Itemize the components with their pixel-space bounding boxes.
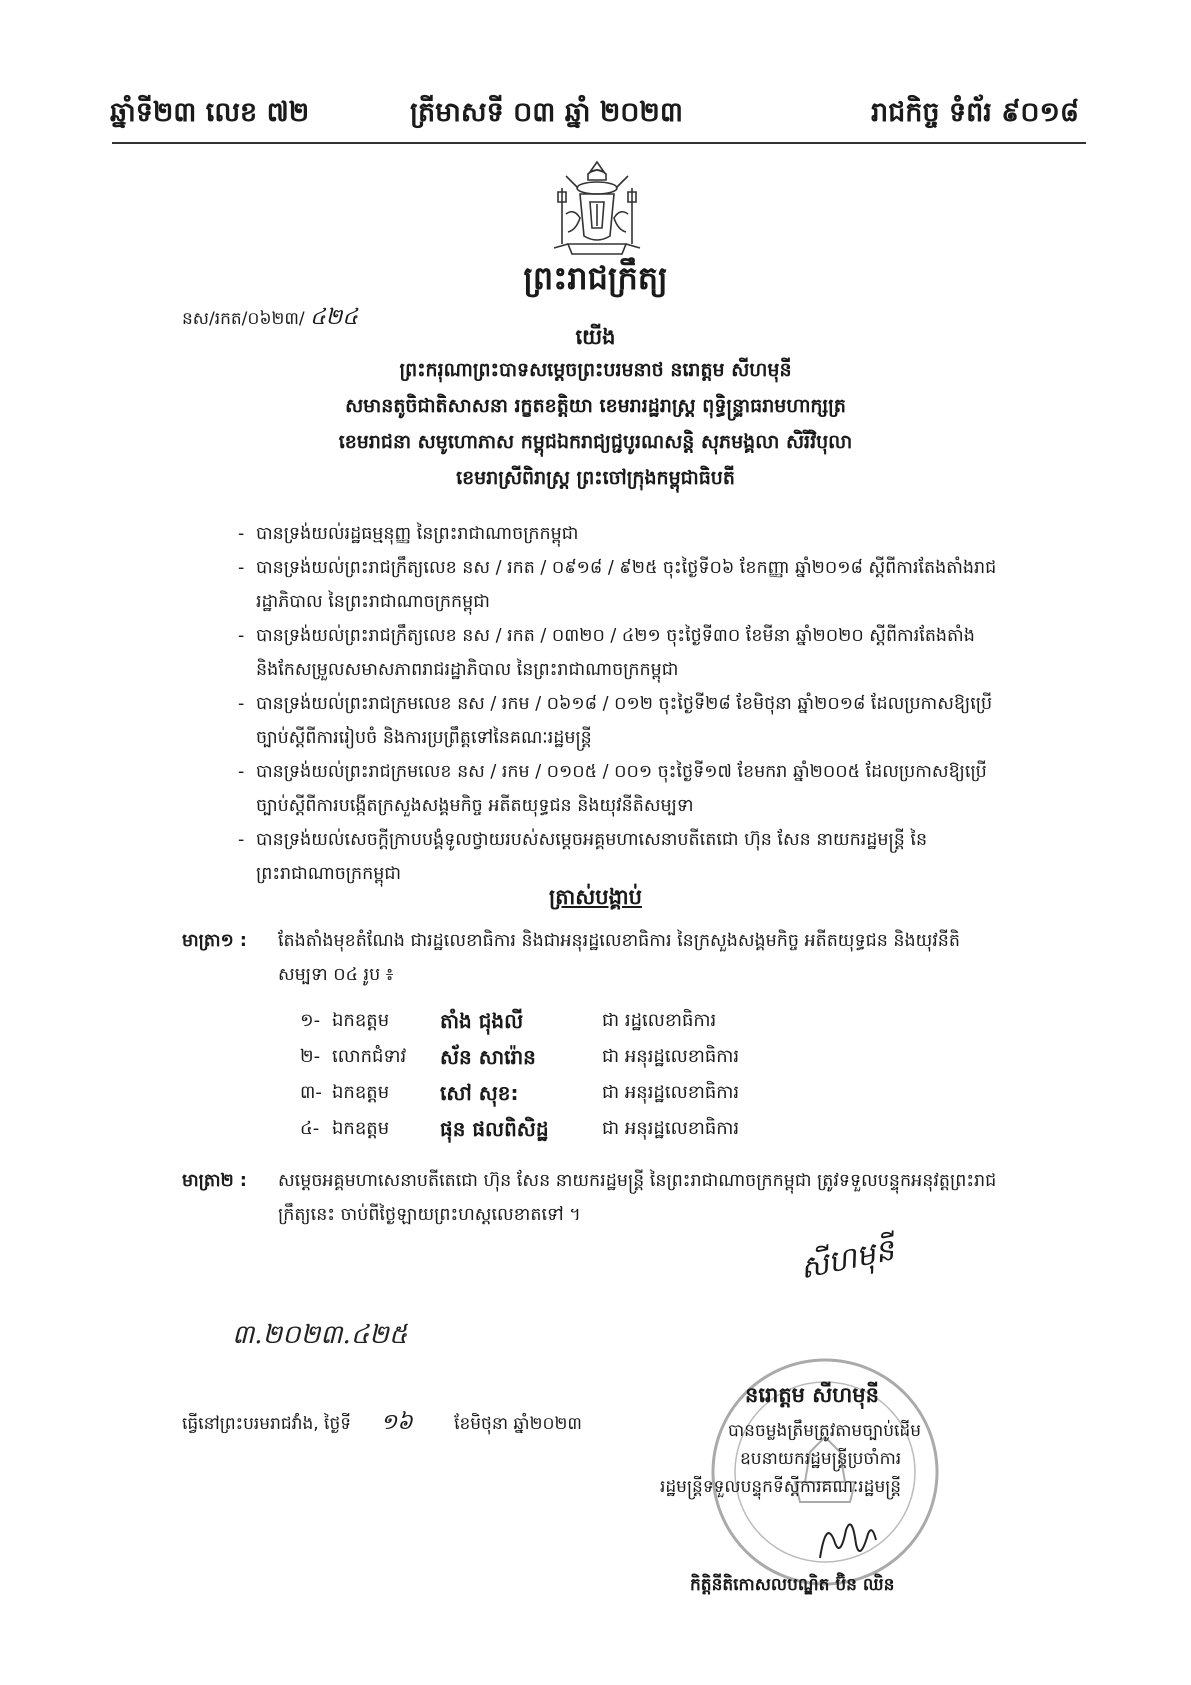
- article-1-text: តែងតាំងមុខតំណែង ជារដ្ឋលេខាធិការ និងជាអនុរដ្ឋលេខាធិការ នៃក្រសួងសង្គមកិច្ច អតីតយុទ្ធជន និងយុវនីតិសម្បទា ០៤ រូប ៖: [278, 931, 961, 985]
- royal-title-line-2: សមានតូចិជាតិសាសនា រក្ខតខត្តិយា ខេមរារដ្ឋរាស្ត្រ ពុទ្ធិន្ទ្រាធរាមហាក្សត្រ: [345, 395, 846, 417]
- countersign-name: កិត្តិនីតិកោសលបណ្ឌិត ប៊ិន ឈិន: [690, 1575, 895, 1595]
- reference-number-text: នស/រកត/០៦២៣/: [182, 309, 305, 329]
- preamble-item: - បានទ្រង់យល់ព្រះរាជក្រឹត្យលេខ នស / រកត / ០៩១៨ / ៩២៥ ចុះថ្ងៃទី០៦ ខែកញ្ញា ឆ្នាំ២០១៨ ស្តីពីការតែងតាំងរាជរដ្ឋាភិបាល នៃព្រះរាជាណាចក្រកម្ពុជា: [238, 558, 997, 612]
- registration-number-handwritten: ៣.២០២៣.៤២៥: [232, 1320, 408, 1350]
- preamble-item: - បានទ្រង់យល់ព្រះរាជក្រឹត្យលេខ នស / រកត / ០៣២០ / ៤២១ ចុះថ្ងៃទី៣០ ខែមីនា ឆ្នាំ២០២០ ស្តីពីការតែងតាំង និងកែសម្រួលសមាសភាពរាជរដ្ឋាភិបាល នៃព្រះរាជាណាចក្រកម្ពុជា: [238, 626, 975, 680]
- issued-prefix: ធ្វើនៅព្រះបរមរាជវាំង, ថ្ងៃទី: [182, 1414, 352, 1434]
- royal-title-line-1: ព្រះករុណាព្រះបាទសម្តេចព្រះបរមនាថ នរោត្តម សីហមុនី: [399, 359, 792, 381]
- document-title: ព្រះរាជក្រឹត្យ: [523, 259, 668, 297]
- article-1-label: មាត្រា១ :: [182, 931, 247, 951]
- preamble-item: - បានទ្រង់យល់ព្រះរាជក្រមលេខ នស / រកម / ០៦១៨ / ០១២ ចុះថ្ងៃទី២៨ ខែមិថុនា ឆ្នាំ២០១៨ ដែលប្រកាសឱ្យប្រើច្បាប់ស្តីពីការរៀបចំ និងការប្រព្រឹត្តទៅនៃគណៈរដ្ឋមន្ត្រី: [238, 694, 993, 748]
- royal-title-line-4: ខេមរាស្រីពិរាស្ត្រ ព្រះចៅក្រុងកម្ពុជាធិបតី: [456, 467, 735, 489]
- gazette-year-issue: ឆ្នាំទី២៣ លេខ ៧២: [110, 97, 310, 128]
- preamble-item: - បានទ្រង់យល់សេចក្តីក្រាបបង្គំទូលថ្វាយរបស់សម្តេចអគ្គមហាសេនាបតីតេជោ ហ៊ុន សែន នាយករដ្ឋមន្ត្រី នៃព្រះរាជាណាចក្រកម្ពុជា: [238, 830, 928, 884]
- gazette-quarter: ត្រីមាសទី ០៣ ឆ្នាំ ២០២៣: [410, 97, 683, 128]
- decree-page: ឆ្នាំទី២៣ លេខ ៧២ ត្រីមាសទី ០៣ ឆ្នាំ ២០២៣ រាជកិច្ច ទំព័រ ៩០១៨ ព្រះរាជក្រឹត្យ នស/រកត/០៦២៣/ ៤២៤ យើង ព្រះករុណាព្រះបាទសម្តេចព្រះបរមនាថ នរោត្តម សីហមុនី សមានតូចិជាតិសាសនា រក្ខតខត្តិយា ខេមរារដ្ឋរាស្ត្រ ពុទ្ធិន្ទ្រាធរាមហាក្សត្រ ខេមរាជនា សមូហោភាស កម្ពុជឯករាជ្យជ្ជបូរណសន្តិ សុភមង្គលា សិរីវិបុលា ខេមរាស្រីពិរាស្ត្រ ព្រះចៅក្រុងកម្ពុជាធិបតី - បានទ្រង់យល់រដ្ឋធម្មនុញ្ញ នៃព្រះរាជាណាចក្រកម្ពុជា - បានទ្រង់យល់ព្រះរាជក្រឹត្យលេខ នស / រកត / ០៩១៨ / ៩២៥ ចុះថ្ងៃទី០៦ ខែកញ្ញា ឆ្នាំ២០១៨ ស្តីពីការតែងតាំងរាជរដ្ឋាភិបាល នៃព្រះរាជាណាចក្រកម្ពុជា - បានទ្រង់យល់ព្រះរាជក្រឹត្យលេខ នស / រកត / ០៣២០ / ៤២១ ចុះថ្ងៃទី៣០ ខែមីនា ឆ្នាំ២០២០ ស្តីពីការតែងតាំង និងកែសម្រួលសមាសភាពរាជរដ្ឋាភិបាល នៃព្រះរាជាណាចក្រកម្ពុជា - បានទ្រង់យល់ព្រះរាជក្រមលេខ នស / រកម / ០៦១៨ / ០១២ ចុះថ្ងៃទី២៨ ខែមិថុនា ឆ្នាំ២០១៨ ដែលប្រកាសឱ្យប្រើច្បាប់ស្តីពីការរៀបចំ និងការប្រព្រឹត្តទៅនៃគណៈរដ្ឋមន្ត្រី - បានទ្រង់យល់ព្រះរាជក្រមលេខ នស / រកម / ០១០៥ / ០០១ ចុះថ្ងៃទី១៧ ខែមករា ឆ្នាំ២០០៥ ដែលប្រកាសឱ្យប្រើច្បាប់ស្តីពីការបង្កើតក្រសួងសង្គមកិច្ច អតីតយុទ្ធជន និងយុវនីតិសម្បទា - បានទ្រង់យល់សេចក្តីក្រាបបង្គំទូលថ្វាយរបស់សម្តេចអគ្គមហាសេនាបតីតេជោ ហ៊ុន សែន នាយករដ្ឋមន្ត្រី នៃព្រះរាជាណាចក្រកម្ពុជា ត្រាស់បង្គាប់ មាត្រា១ : តែងតាំងមុខតំណែង ជារដ្ឋលេខាធិការ និងជាអនុរដ្ឋលេខាធិការ នៃក្រសួងសង្គមកិច្ច អតីតយុទ្ធជន និងយុវនីតិសម្បទា ០៤ រូប ៖ ១- ឯកឧត្តម តាំង ជុងលី ជា រដ្ឋលេខាធិការ ២- លោកជំទាវ ស័ន សារ៉ោន ជា អនុរដ្ឋលេខាធិការ ៣- ឯកឧត្តម សៅ សុខ: ជា អនុរដ្ឋលេខាធិការ ៤- ឯកឧត្តម ផុន ផលពិសិដ្ឋ ជា អនុរដ្ឋលេខាធិការ មាត្រា២ : សម្តេចអគ្គមហាសេនាបតីតេជោ ហ៊ុន សែន នាយករដ្ឋមន្ត្រី នៃព្រះរាជាណាចក្រកម្ពុជា ត្រូវទទួលបន្ទុកអនុវត្តព្រះរាជក្រឹត្យនេះ ចាប់ពីថ្ងៃឡាយព្រះហស្តលេខាតទៅ ។ ៣.២០២៣.៤២៥ ធ្វើនៅព្រះបរមរាជវាំង, ថ្ងៃទី ១៦ ខែមិថុនា ឆ្នាំ២០២៣ សីហមុនី នរោត្តម សីហមុនី បានចម្លងត្រឹមត្រូវតាមច្បាប់ដើម ឧបនាយករដ្ឋមន្ត្រីប្រចាំការ រដ្ឋមន្ត្រីទទួលបន្ទុកទីស្តីការគណៈរដ្ឋមន្ត្រី កិត្តិនីតិកោសលបណ្ឌិត ប៊ិន ឈិន: [0, 0, 1191, 1685]
- preamble-list: [238, 517, 998, 891]
- preamble-item: - បានទ្រង់យល់រដ្ឋធម្មនុញ្ញ នៃព្រះរាជាណាចក្រកម្ពុជា: [238, 524, 579, 544]
- article-1: [0, 924, 1191, 1004]
- subtitle-we: យើង: [575, 325, 616, 349]
- royal-title-line-3: ខេមរាជនា សមូហោភាស កម្ពុជឯករាជ្យជ្ជបូរណសន្តិ សុភមង្គលា សិរីវិបុលា: [338, 431, 853, 453]
- king-name: នរោត្តម សីហមុនី: [745, 1383, 879, 1407]
- issued-line: [182, 1408, 582, 1440]
- countersign-line-3: រដ្ឋមន្ត្រីទទួលបន្ទុកទីស្តីការគណៈរដ្ឋមន្ត្រី: [660, 1477, 902, 1497]
- article-2-label: មាត្រា២ :: [182, 1171, 247, 1191]
- issued-suffix: ខែមិថុនា ឆ្នាំ២០២៣: [454, 1414, 582, 1434]
- reference-number-handwritten: ៤២៤: [310, 305, 358, 330]
- countersign-line-1: បានចម្លងត្រឹមត្រូវតាមច្បាប់ដើម: [728, 1421, 921, 1441]
- countersign-line-2: ឧបនាយករដ្ឋមន្ត្រីប្រចាំការ: [740, 1449, 902, 1469]
- article-2-text: សម្តេចអគ្គមហាសេនាបតីតេជោ ហ៊ុន សែន នាយករដ្ឋមន្ត្រី នៃព្រះរាជាណាចក្រកម្ពុជា ត្រូវទទួលបន្ទុកអនុវត្តព្រះរាជក្រឹត្យនេះ ចាប់ពីថ្ងៃឡាយព្រះហស្តលេខាតទៅ ។: [278, 1171, 997, 1225]
- royal-coat-of-arms: [548, 158, 646, 260]
- decree-heading: ត្រាស់បង្គាប់: [549, 885, 642, 909]
- king-signature: សីហមុនី: [796, 1232, 898, 1287]
- header-divider: [112, 142, 1086, 144]
- issued-day-handwritten: ១៦: [380, 1410, 413, 1435]
- preamble-item: - បានទ្រង់យល់ព្រះរាជក្រមលេខ នស / រកម / ០១០៥ / ០០១ ចុះថ្ងៃទី១៧ ខែមករា ឆ្នាំ២០០៥ ដែលប្រកាសឱ្យប្រើច្បាប់ស្តីពីការបង្កើតក្រសួងសង្គមកិច្ច អតីតយុទ្ធជន និងយុវនីតិសម្បទា: [238, 762, 987, 816]
- article-2: [0, 1164, 1191, 1244]
- gazette-page-number: រាជកិច្ច ទំព័រ ៩០១៨: [871, 97, 1079, 128]
- countersign-signature: [812, 1510, 882, 1570]
